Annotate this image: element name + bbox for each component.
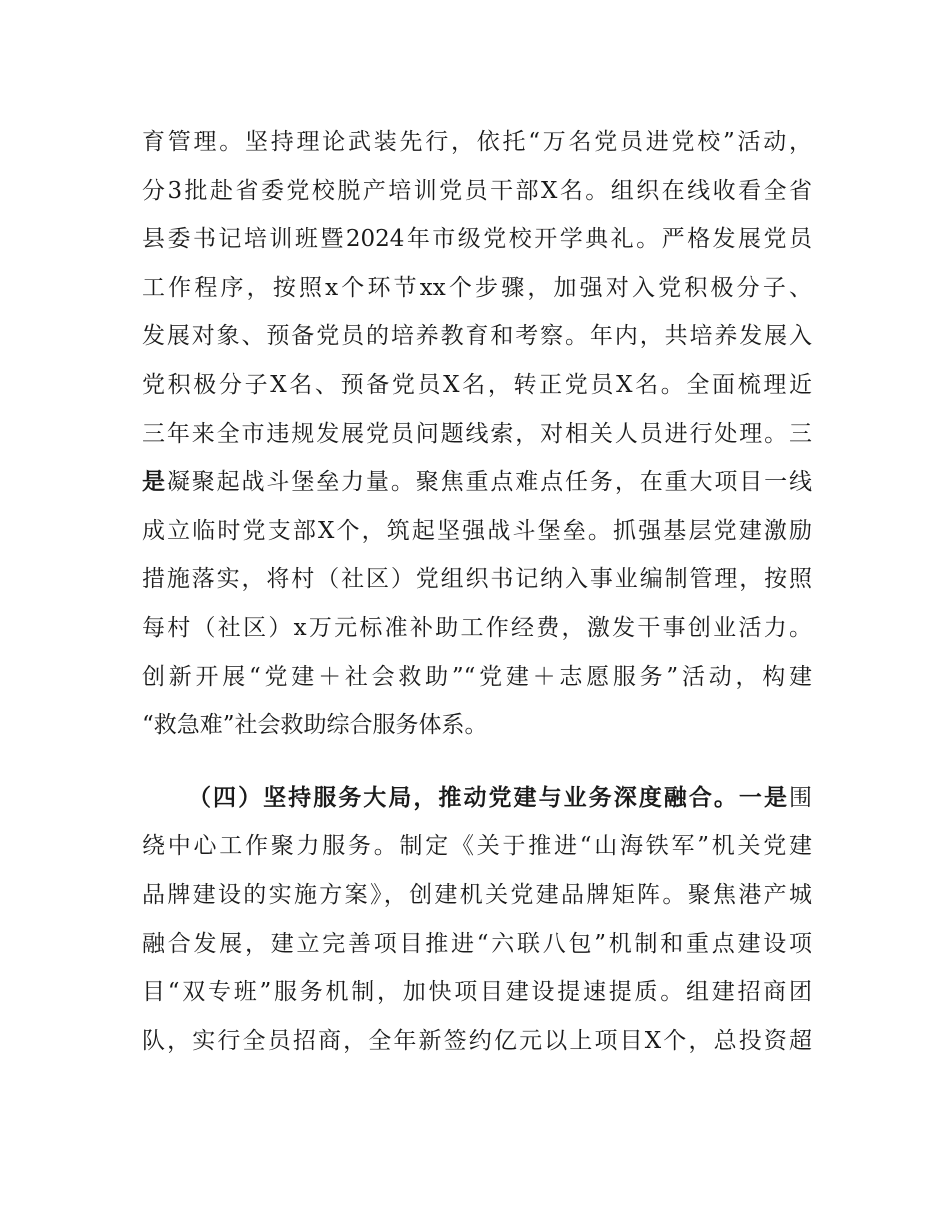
text-line — [142, 458, 812, 507]
paragraph-party-building — [142, 118, 812, 750]
text-line: 队，实行全员招商，全年新签约亿元以上项目X个，总投资超 — [142, 1027, 812, 1054]
text-line: 三年来全市违规发展党员问题线索，对相关人员进行处理。三 — [142, 420, 812, 447]
text-line: 县委书记培训班暨2024年市级党校开学典礼。严格发展党员 — [142, 226, 812, 253]
text-line: 分3批赴省委党校脱产培训党员干部X名。组织在线收看全省 — [142, 177, 812, 204]
text-line: 绕中心工作聚力服务。制定《关于推进“山海铁军”机关党建 — [142, 833, 812, 860]
text-line: 党积极分子X名、预备党员X名，转正党员X名。全面梳理近 — [142, 371, 812, 398]
section-heading-line — [142, 774, 812, 823]
paragraph-gap — [142, 750, 812, 774]
text-line: 育管理。坚持理论武装先行，依托“万名党员进党校”活动， — [142, 129, 812, 155]
text-line: 发展对象、预备党员的培养教育和考察。年内，共培养发展入 — [142, 323, 812, 350]
text-line: 融合发展，建立完善项目推进“六联八包”机制和重点建设项 — [142, 930, 812, 957]
text-line: “救急难”社会救助综合服务体系。 — [142, 712, 488, 739]
text-line: 措施落实，将村（社区）党组织书记纳入事业编制管理，按照 — [142, 566, 812, 593]
text-line: 每村（社区）x万元标准补助工作经费，激发干事创业活力。 — [142, 614, 812, 641]
text-line: 品牌建设的实施方案》，创建机关党建品牌矩阵。聚焦港产城 — [142, 881, 812, 908]
bold-marker: 一是 — [738, 783, 790, 811]
text-run: 凝聚起战斗堡垒力量。聚焦重点难点任务，在重大项目一线 — [166, 469, 813, 496]
bold-marker: 是 — [142, 468, 167, 496]
paragraph-serve-overall — [142, 774, 812, 1066]
document-page — [142, 118, 812, 1065]
text-line: 创新开展“党建＋社会救助”“党建＋志愿服务”活动，构建 — [142, 663, 812, 690]
text-line: 目“双专班”服务机制，加快项目建设提速提质。组建招商团 — [142, 979, 812, 1006]
section-heading: （四）坚持服务大局，推动党建与业务深度融合。 — [188, 783, 739, 811]
text-line: 成立临时党支部X个，筑起坚强战斗堡垒。抓强基层党建激励 — [142, 517, 812, 544]
text-line: 工作程序，按照x个环节xx个步骤，加强对入党积极分子、 — [142, 274, 812, 301]
text-run: 围 — [789, 784, 813, 811]
